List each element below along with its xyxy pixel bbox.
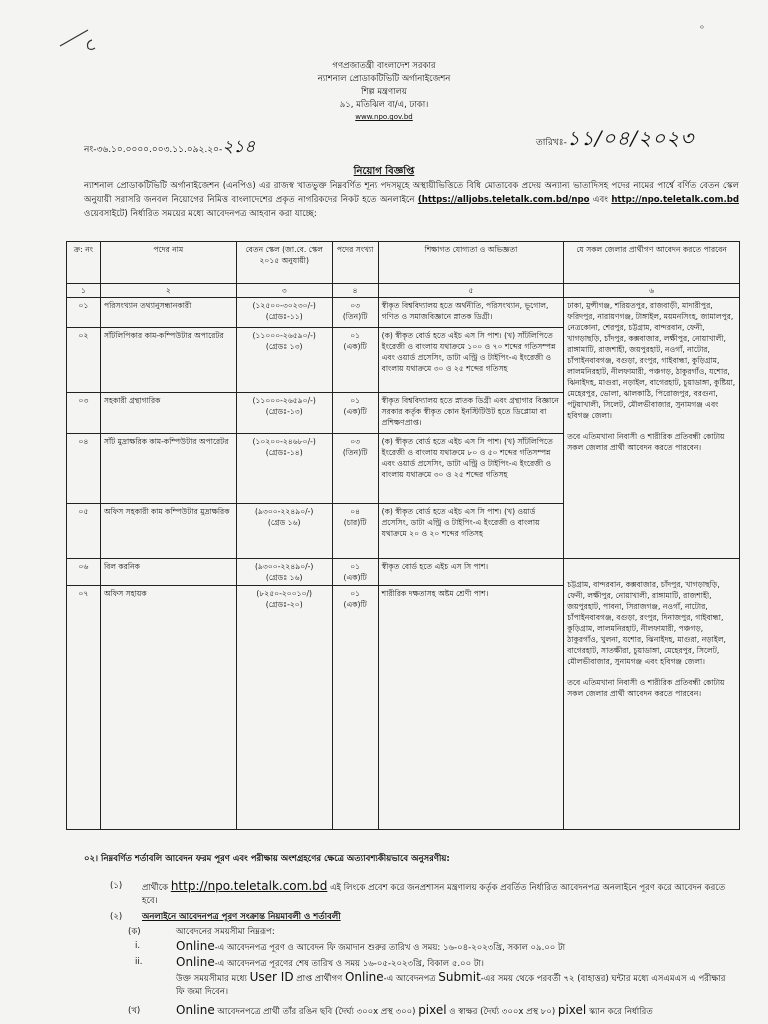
row-scale — [236, 504, 332, 559]
online-word: Online — [344, 970, 384, 984]
districts-cell-b — [564, 559, 740, 830]
submit-word: Submit — [438, 970, 481, 984]
row-count — [332, 586, 378, 830]
grade-value: (গ্রেড ১৬) — [267, 518, 301, 527]
grade-value: (গ্রেডঃ-১৩) — [265, 407, 303, 416]
date-handwritten: ১১/০৪/২০২৩ — [566, 126, 695, 150]
intro-paragraph — [84, 179, 739, 221]
count-word: (এক)টি — [343, 573, 367, 582]
memo-number-text: নং-৩৬.১০.০০০০.০০৩.১১.০৯২.২০- — [84, 145, 223, 155]
table-row — [67, 559, 740, 586]
intro-mid: এবং — [592, 195, 608, 205]
npo-teletalk-link[interactable]: http://npo.teletalk.com.bd — [170, 879, 328, 893]
row-scale — [236, 328, 332, 393]
table-row — [67, 298, 740, 328]
row-scale — [236, 559, 332, 586]
sub-ii-text — [176, 956, 736, 971]
row-serial: ০১ — [67, 298, 101, 328]
header-serial: ক্র: নং — [67, 242, 101, 284]
col-num: ৩ — [236, 284, 332, 298]
teletalk-link[interactable]: http://npo.teletalk.com.bd — [611, 195, 740, 205]
sub-k-number: (ক) — [128, 927, 141, 937]
row-serial: ০৭ — [67, 586, 101, 830]
intro-text: ন্যাশনাল প্রোডাকটিভিটি অর্গানাইজেশন (এনপিও) এর রাজস্ব খাতভুক্ত নিম্নবর্ণিত শূন্য পদসমূহে অস্থায়ীভিত্তিতে বিধি মোতাবেক প্রদেয় অন্যান্য ভাতাদিসহ পদের নামের পার্শ্বে বর্ণিত বেতন স্কেল অনুযায়ী সরাসরি জনবল নিয়োগের নিমিত্ত বাংলাদেশের প্রকৃত নাগরিকদের নিকট হতে অনলাইনে — [84, 181, 739, 205]
count-word: (এক)টি — [343, 407, 367, 416]
sub-kh-text — [176, 1004, 746, 1019]
districts-cell-a — [564, 298, 740, 559]
header-count: পদের সংখ্যা — [332, 242, 378, 284]
col-num: ১ — [67, 284, 101, 298]
header-post: পদের নাম — [100, 242, 236, 284]
row-post: পরিসংখ্যান তথ্যানুসন্ধানকারী — [100, 298, 236, 328]
count-value: ০১ — [350, 589, 361, 598]
sub-k-title: আবেদনের সময়সীমা নিম্নরূপ: — [176, 927, 275, 937]
ministry-name: শিল্প মন্ত্রণালয় — [361, 87, 407, 97]
row-qualification: (ক) স্বীকৃত বোর্ড হতে এইচ এস সি পাশ। (খ) ওয়ার্ড প্রসেসিং, ডাটা এন্ট্রি ও টাইপিং-এ ইংরেজী ও বাংলায় যথাক্রমে ২০ ও ২০ শব্দের গতিসহ — [378, 504, 564, 559]
address: ৯১, মতিঝিল বা/এ, ঢাকা। — [339, 100, 429, 110]
online-word: Online — [176, 939, 215, 953]
row-post: সাঁট মুদ্রাক্ষরিক কাম-কম্পিউটার অপারেটর — [100, 434, 236, 504]
scale-value: (৮২৫০-২০০১০/) — [256, 589, 313, 598]
online-word: Online — [176, 1004, 215, 1017]
quota-note-b: তবে এতিমখানা নিবাসী ও শারীরিক প্রতিবন্ধী কোটায় সকল জেলার প্রার্থী আবেদন করতে পারবেন। — [567, 678, 725, 698]
row-count — [332, 434, 378, 504]
header-districts: যে সকল জেলার প্রার্থীগণ আবেদন করতে পারবেন — [564, 242, 740, 284]
online-word: Online — [176, 955, 215, 969]
extra-text: স্ক্যান করে নির্ধারিত — [588, 1007, 653, 1017]
sub-ii-number: ii. — [135, 957, 143, 967]
notice-title: নিয়োগ বিজ্ঞপ্তি — [353, 166, 415, 177]
col-num: ৫ — [378, 284, 564, 298]
date-label: তারিখঃ- — [536, 138, 567, 148]
scale-value: (৯৩০০-২২৪৯০/-) — [255, 562, 314, 571]
extra-text: আবেদনপত্রে প্রার্থী তাঁর রঙিন ছবি (দৈর্ঘ্য ৩০০x প্রস্থ ৩০০) — [217, 1007, 416, 1017]
row-post: সাঁটলিপিকার কাম-কম্পিউটার অপারেটর — [100, 328, 236, 393]
row-count — [332, 393, 378, 434]
alljobs-link[interactable]: (https://alljobs.teletalk.com.bd/npo — [417, 195, 590, 205]
item-1-number: (১) — [110, 881, 123, 891]
row-qualification: স্বীকৃত বিশ্ববিদ্যালয় হতে স্নাতক ডিগ্রী এবং গ্রন্থাগার বিজ্ঞানে সরকার কর্তৃক স্বীকৃত কোন ইনস্টিটিউট হতে ডিপ্লোমা বা প্রশিক্ষণপ্রাপ্ত। — [378, 393, 564, 434]
item-1-text — [142, 880, 742, 908]
memo-number-handwritten: ২১৪ — [222, 137, 256, 157]
count-word: (তিন)টি — [342, 448, 368, 457]
count-value: ০৪ — [350, 507, 361, 516]
row-scale — [236, 393, 332, 434]
header-scale: বেতন স্কেল (জা.বে. স্কেল ২০১৫ অনুযায়ী) — [236, 242, 332, 284]
scale-value: (১২৫০০-৩০২৩০/-) — [252, 301, 316, 310]
corner-mark-icon: ᵒ — [700, 24, 705, 35]
scale-value: (১১০০০-২৬৫৯০/-) — [252, 331, 316, 340]
website-link[interactable]: www.npo.gov.bd — [355, 113, 413, 121]
row-post: অফিস সহকারী কাম কম্পিউটার মুদ্রাক্ষরিক — [100, 504, 236, 559]
grade-value: (গ্রেডঃ-১৪) — [265, 448, 303, 457]
row-qualification: (ক) স্বীকৃত বোর্ড হতে এইচ এস সি পাশ। (খ) সাঁটলিপিতে ইংরেজী ও বাংলায় যথাক্রমে ১০০ ও ৭০ শব্দের গতিসম্পন্ন এবং ওয়ার্ড প্রসেসিং, ডাটা এন্ট্রি ও টাইপিং-এ ইংরেজী ও বাংলায় যথাক্রমে ৩০ ও ২৫ শব্দের গতিসহ — [378, 328, 564, 393]
grade-value: (গ্রেডঃ-২০) — [265, 600, 303, 609]
count-value: ০৩ — [350, 437, 361, 446]
org-name: ন্যাশনাল প্রোডাকটিভিটি অর্গানাইজেশন — [317, 74, 451, 84]
item-1-rest: এই লিংকে প্রবেশ করে জনপ্রশাসন মন্ত্রণালয় কর্তৃক প্রবর্তিত নির্ধারিত আবেদনপত্র অনলাইনে পূরণ করে আবেদন করতে হবে। — [142, 883, 726, 906]
column-number-row — [67, 284, 740, 298]
row-scale — [236, 586, 332, 830]
row-post: অফিস সহায়ক — [100, 586, 236, 830]
scale-value: (৯৩০০-২২৪৯০/-) — [255, 507, 314, 516]
govt-line: গণপ্রজাতন্ত্রী বাংলাদেশ সরকার — [332, 61, 436, 71]
grade-value: (গ্রেডঃ-১১) — [265, 312, 303, 321]
extra-text: -এ আবেদনপত্র — [383, 974, 436, 984]
row-serial: ০২ — [67, 328, 101, 393]
row-qualification: স্বীকৃত বিশ্ববিদ্যালয় হতে অর্থনীতি, পরিসংখ্যান, ভূগোল, গণিত ও সমাজবিজ্ঞানে স্নাতক ডিগ্রী। — [378, 298, 564, 328]
districts-list-b: চট্টগ্রাম, বান্দরবান, কক্সবাজার, চাঁদপুর, খাগড়াছড়ি, ফেনী, লক্ষীপুর, নোয়াখালী, রাঙ্গামাটি, রাজশাহী, জয়পুরহাট, পাবনা, সিরাজগঞ্জ, নওগাঁ, নাটোর, চাঁপাইনবাবগঞ্জ, বগুড়া, রংপুর, দিনাজপুর, গাইবান্ধা, কুড়িগ্রাম, লালমনিরহাট, নীলফামারী, পঞ্চগড়, ঠাকুরগাঁও, খুলনা, যশোর, ঝিনাইদহ, মাগুরা, নড়াইল, বাগেরহাট, সাতক্ষীরা, চুয়াডাঙ্গা, মেহেরপুর, সিলেট, মৌলভীবাজার, সুনামগঞ্জ এবং হবিগঞ্জ জেলা। — [567, 580, 726, 666]
count-word: (এক)টি — [343, 600, 367, 609]
quota-note-a: তবে এতিমখানা নিবাসী ও শারীরিক প্রতিবন্ধী কোটায় সকল জেলার প্রার্থী আবেদন করতে পারবেন। — [567, 432, 725, 452]
section-2-title: ০২। নিম্নবর্ণিত শর্তাবলি আবেদন ফরম পূরণ এবং পরীক্ষায় অংশগ্রহণের ক্ষেত্রে অত্যাবশ্যকীয়ভাবে অনুসরণীয়: — [84, 854, 450, 864]
sub-kh-number: (খ) — [128, 1006, 141, 1016]
count-value: ০১ — [350, 396, 361, 405]
districts-list-a: ঢাকা, মুন্সীগঞ্জ, শরিয়তপুর, রাজবাড়ী, মাদারীপুর, ফরিদপুর, নারায়ণগঞ্জ, টাঙ্গাইল, ময়মনসিংহ, জামালপুর, নেত্রকোনা, শেরপুর, চট্টগ্রাম, বান্দরবান, ফেনী, খাগড়াছড়ি, চাঁদপুর, কক্সবাজার, লক্ষীপুর, নোয়াখালী, রাঙ্গামাটি, রাজশাহী, জয়পুরহাট, নওগাঁ, নাটোর, চাঁপাইনবাবগঞ্জ, বগুড়া, রংপুর, গাইবান্ধা, কুড়িগ্রাম, লালমনিরহাট, নীলফামারী, পঞ্চগড়, ঠাকুরগাঁও, যশোর, ঝিনাইদহ, মাগুরা, নড়াইল, বাগেরহাট, চুয়াডাঙ্গা, কুষ্টিয়া, মেহেরপুর, ভোলা, ঝালকাঠি, পিরোজপুর, বরগুনা, পটুয়াখালী, সিলেট, মৌলভীবাজার, সুনামগঞ্জ এবং হবিগঞ্জ জেলা। — [567, 301, 736, 420]
count-word: (এক)টি — [343, 342, 367, 351]
item-2-number: (২) — [110, 912, 123, 922]
row-qualification: শারীরিক দক্ষতাসহ অষ্টম শ্রেণী পাশ। — [378, 586, 564, 830]
col-num: ৪ — [332, 284, 378, 298]
table-header-row — [67, 242, 740, 284]
extra-text: -এর সময় থেকে পরবর্তী ৭২ (বাহাত্তর) ঘন্টার মধ্যে এসএমএস এ পরীক্ষার ফি জমা দিবেন। — [176, 974, 726, 997]
item-1-lead: প্রার্থীকে — [142, 883, 169, 893]
row-qualification: স্বীকৃত বোর্ড হতে এইচ এস সি পাশ। — [378, 559, 564, 586]
col-num: ৬ — [564, 284, 740, 298]
count-word: (তিন)টি — [342, 312, 368, 321]
row-serial: ০৩ — [67, 393, 101, 434]
sub-i-number: i. — [135, 941, 141, 951]
count-value: ০১ — [350, 331, 361, 340]
pixel-word: pixel — [557, 1004, 587, 1017]
grade-value: (গ্রেডঃ ১৩) — [265, 342, 303, 351]
header-qualification: শিক্ষাগত যোগ্যতা ও অভিজ্ঞতা — [378, 242, 564, 284]
row-serial: ০৪ — [67, 434, 101, 504]
row-count — [332, 504, 378, 559]
user-id-word: User ID — [249, 970, 294, 984]
row-serial: ০৬ — [67, 559, 101, 586]
row-serial: ০৫ — [67, 504, 101, 559]
sub-i-rest: -এ আবেদনপত্র পূরণ ও আবেদন ফি জমাদান শুরুর তারিখ ও সময়: ১৬-০৪-২০২৩খ্রি, সকাল ০৯.০০ টা — [214, 943, 566, 953]
pen-scribble-icon — [58, 26, 98, 52]
extra-text: উক্ত সময়সীমার মধ্যে — [176, 974, 247, 984]
grade-value: (গ্রেডঃ ১৬) — [265, 573, 303, 582]
count-word: (চার)টি — [343, 518, 367, 527]
row-count — [332, 298, 378, 328]
row-scale — [236, 434, 332, 504]
intro-tail: ওয়েবসাইটে) নির্ধারিত সময়ের মধ্যে আবেদনপত্র আহবান করা যাচ্ছে: — [84, 209, 317, 219]
notice-date — [536, 124, 694, 157]
scale-value: (১০২০০-২৪৬৮০/-) — [252, 437, 316, 446]
row-count — [332, 559, 378, 586]
row-post: সহকারী গ্রন্থাগারিক — [100, 393, 236, 434]
scale-value: (১১০০০-২৬৫৯০/-) — [252, 396, 316, 405]
row-post: বিল করনিক — [100, 559, 236, 586]
memo-number — [84, 134, 255, 162]
row-scale — [236, 298, 332, 328]
sub-ii-extra — [176, 971, 731, 999]
sub-ii-rest: -এ আবেদনপত্র পূরণের শেষ তারিখ ও সময় ১৬-০৫-২০২৩খ্রি, বিকাল ৫.০০ টা। — [214, 959, 484, 969]
extra-text: ও স্বাক্ষর (দৈর্ঘ্য ৩০০x প্রস্থ ৮০) — [449, 1007, 556, 1017]
count-value: ০১ — [350, 562, 361, 571]
pixel-word: pixel — [418, 1004, 447, 1017]
item-2-title: অনলাইনে আবেদনপত্র পূরণ সংক্রান্ত নিয়মাবলী ও শর্তাবলী — [142, 912, 341, 922]
sub-i-text — [176, 940, 736, 955]
row-qualification: (ক) স্বীকৃত বোর্ড হতে এইচ এস সি পাশ। (খ) সাঁটলিপিতে ইংরেজী ও বাংলায় যথাক্রমে ৮০ ও ৫০ শব্দের গতিসম্পন্ন এবং ওয়ার্ড প্রসেসিং, ডাটা এন্ট্রি ও টাইপিং-এ ইংরেজী ও বাংলায় যথাক্রমে ৩০ ও ২৫ শব্দের গতিসহ — [378, 434, 564, 504]
row-count — [332, 328, 378, 393]
count-value: ০৩ — [350, 301, 361, 310]
vacancy-table — [66, 241, 740, 830]
col-num: ২ — [100, 284, 236, 298]
extra-text: প্রাপ্ত প্রার্থীগণ — [296, 974, 343, 984]
